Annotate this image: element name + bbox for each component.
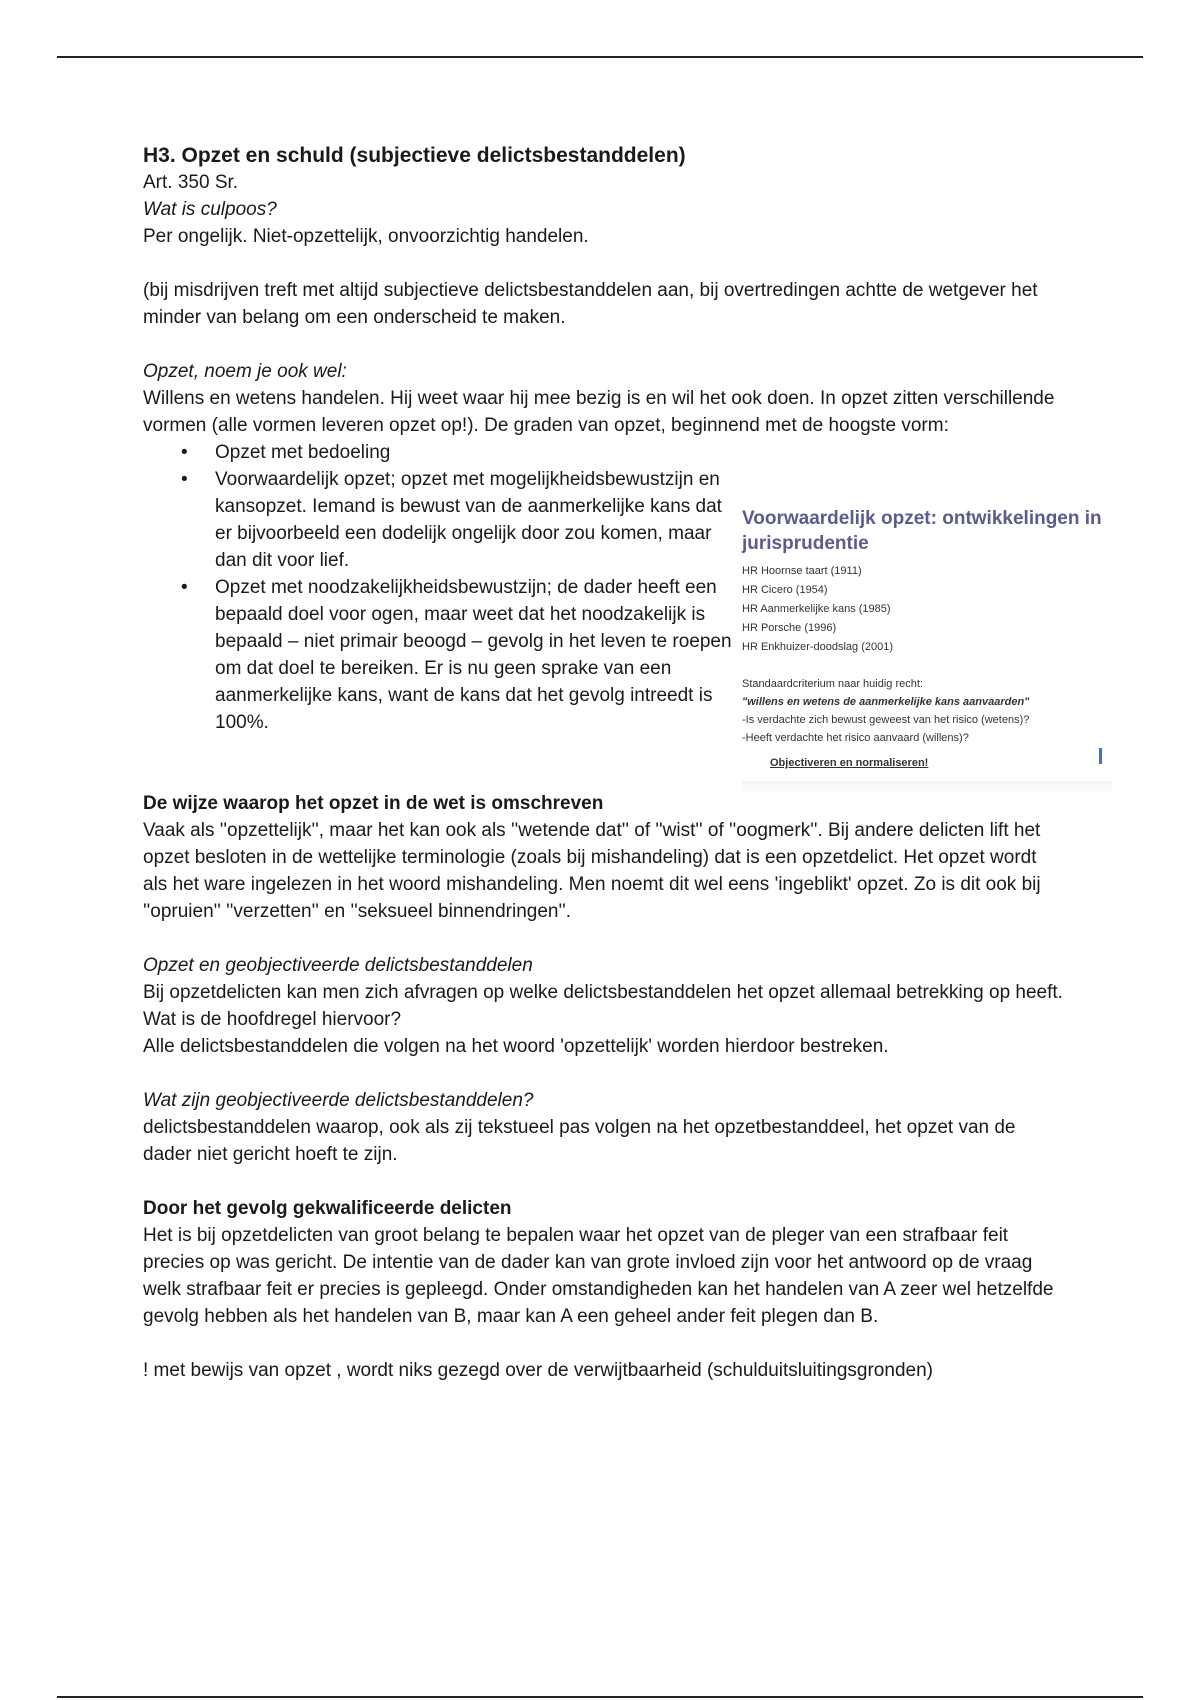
header-rule [57,56,1143,58]
slide-title: Voorwaardelijk opzet: ontwikkelingen in jurisprudentie [742,508,1102,554]
slide-criterion [742,675,1112,747]
final-note: ! met bewijs van opzet , wordt niks gezegd over de verwijtbaarheid (schulduitsluitingsgronden) [143,1360,933,1381]
slide-cursor-mark [1099,748,1102,764]
slide-link-text: Objectiveren en normaliseren! [770,757,929,769]
slide-case: HR Aanmerkelijke kans (1985) [742,603,891,615]
opzet-degrees-list [143,439,735,736]
section-text-geobjectiveerd-1: Bij opzetdelicten kan men zich afvragen op welke delictsbestanddelen het opzet allemaal betrekking op heeft. Wat is de hoofdregel hiervoor? [143,982,1063,1030]
slide-case-list [742,562,1112,657]
section-text-gevolg: Het is bij opzetdelicten van groot belang te bepalen waar het opzet van de pleger van een strafbaar feit precies op was gericht. De intentie van de dader kan van grote invloed zijn voor het antwoord op de vraag welk strafbaar feit er precies is gepleegd. Onder omstandigheden kan het handelen van A zeer wel hetzelfde gevolg hebben als het handelen van B, maar kan A een geheel ander feit plegen dan B. [143,1225,1054,1327]
embedded-slide-image [742,506,1112,786]
list-item: • Opzet met bedoeling [215,439,735,466]
list-item: • Opzet met noodzakelijkheidsbewustzijn; de dader heeft een bepaald doel voor ogen, maar weet dat het noodzakelijk is bepaald – niet primair beoogd – gevolg in het leven te roepen om dat doel te bereiken. Er is nu geen sprake van een aanmerkelijke kans, want de kans dat het gevolg intreedt is 100%. [215,574,735,736]
opzet-heading: Opzet, noem je ook wel: [143,361,347,382]
opzet-text: Willens en wetens handelen. Hij weet waar hij mee bezig is en wil het ook doen. In opzet zitten verschillende vormen (alle vormen leveren opzet op!). De graden van opzet, beginnend met de hoogste vorm: [143,388,1055,436]
question-geobjectiveerd: Wat zijn geobjectiveerde delictsbestanddelen? [143,1090,534,1111]
slide-case: HR Enkhuizer-doodslag (2001) [742,641,894,653]
slide-case: HR Hoornse taart (1911) [742,565,862,577]
note-misdrijven: (bij misdrijven treft met altijd subjectieve delictsbestanddelen aan, bij overtredingen achtte de wetgever het minder van belang om een onderscheid te maken. [143,280,1038,328]
section-text-geobjectiveerd-2: Alle delictsbestanddelen die volgen na het woord 'opzettelijk' worden hierdoor bestreken. [143,1036,889,1057]
section-text-wijze: Vaak als ''opzettelijk'', maar het kan ook als ''wetende dat'' of ''wist'' of ''oogmerk''. Bij andere delicten lift het opzet besloten in de wettelijke terminologie (zoals bij mishandeling) dat is een opzetdelict. Het opzet wordt als het ware ingelezen in het woord mishandeling. Men noemt dit wel eens 'ingeblikt' opzet. Zo is dit ook bij ''opruien'' ''verzetten'' en ''seksueel binnendringen''. [143,820,1041,922]
article-reference: Art. 350 Sr. [143,172,239,193]
answer-geobjectiveerd: delictsbestanddelen waarop, ook als zij tekstueel pas volgen na het opzetbestanddeel, het opzet van de dader niet gericht hoeft te zijn. [143,1117,1016,1165]
slide-case: HR Cicero (1954) [742,584,828,596]
section-heading-wijze: De wijze waarop het opzet in de wet is omschreven [143,793,604,814]
slide-criterion-question-1: -Is verdachte zich bewust geweest van het risico (wetens)? [742,714,1030,726]
slide-criterion-label: Standaardcriterium naar huidig recht: [742,678,923,690]
list-item: • Voorwaardelijk opzet; opzet met mogelijkheidsbewustzijn en kansopzet. Iemand is bewust van de aanmerkelijke kans dat er bijvoorbeeld een dodelijk ongelijk door zou komen, maar dan dit voor lief. [215,466,735,574]
slide-criterion-quote: "willens en wetens de aanmerkelijke kans aanvaarden" [742,696,1030,708]
slide-criterion-question-2: -Heeft verdachte het risico aanvaard (willens)? [742,732,969,744]
slide-bottom-edge [742,781,1112,795]
question-culpoos: Wat is culpoos? [143,199,277,220]
footer-rule [57,1696,1143,1698]
section-heading-gevolg: Door het gevolg gekwalificeerde delicten [143,1198,512,1219]
page-title: H3. Opzet en schuld (subjectieve delictsbestanddelen) [143,144,686,167]
section-heading-geobjectiveerd: Opzet en geobjectiveerde delictsbestanddelen [143,955,533,976]
answer-culpoos: Per ongelijk. Niet-opzettelijk, onvoorzichtig handelen. [143,226,589,247]
slide-case: HR Porsche (1996) [742,622,837,634]
